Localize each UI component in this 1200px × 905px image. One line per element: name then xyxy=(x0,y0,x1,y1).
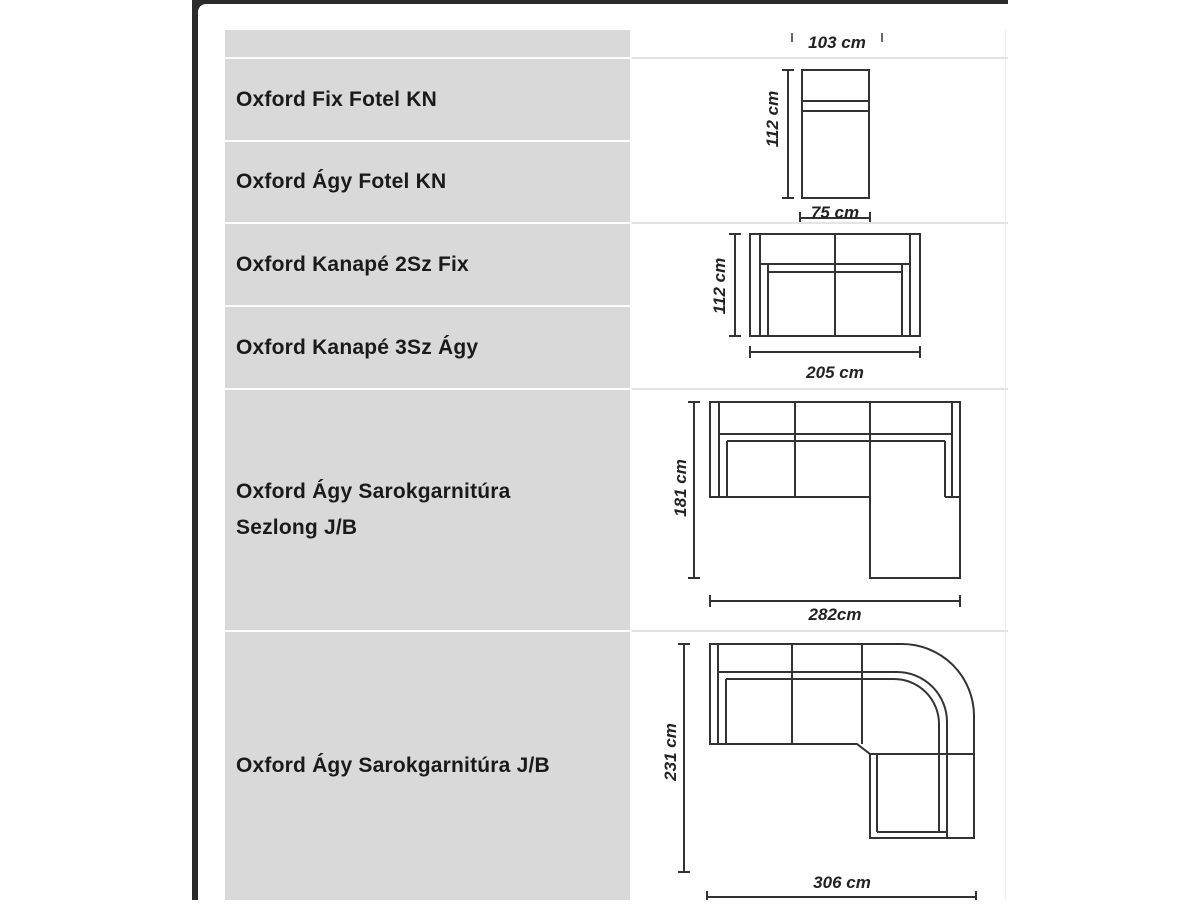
product-name-line: Oxford Ágy Fotel KN xyxy=(236,170,447,193)
chaise-outline xyxy=(710,402,960,578)
product-name-6 xyxy=(236,748,550,784)
corner-back-line-2 xyxy=(726,679,939,832)
name-cell-gap xyxy=(225,222,630,224)
sofa-width-label: 205 cm xyxy=(806,363,864,382)
product-name-line: Oxford Kanapé 3Sz Ágy xyxy=(236,335,479,359)
drawing-cell-chaise xyxy=(632,390,1008,630)
product-row-6 xyxy=(225,632,630,900)
name-cell-gap xyxy=(225,140,630,142)
name-cell-top-partial xyxy=(225,30,630,57)
corner-height-label: 231 cm xyxy=(661,723,680,781)
name-cell-gap xyxy=(225,630,630,632)
armchair-width-label: 75 cm xyxy=(810,206,860,222)
name-cell-gap xyxy=(225,388,630,390)
corner-outline xyxy=(710,644,974,838)
chaise-drawing xyxy=(632,390,1008,630)
product-row-5 xyxy=(225,390,630,630)
background-left xyxy=(0,0,192,900)
product-name-2 xyxy=(236,164,446,200)
name-cell-gap xyxy=(225,57,630,59)
product-dimension-table xyxy=(225,30,1008,900)
product-name-line: Oxford Ágy Sarokgarnitúra xyxy=(236,480,511,503)
armchair-outline xyxy=(802,70,869,198)
top-dimension-drawing xyxy=(632,30,1008,57)
chaise-width-label: 282cm xyxy=(808,605,862,624)
product-name-line: Oxford Kanapé 2Sz Fix xyxy=(236,252,469,276)
sofa-drawing xyxy=(632,224,1008,388)
top-width-label: 103 cm xyxy=(808,33,866,52)
product-row-4 xyxy=(225,307,630,388)
product-name-3 xyxy=(236,247,469,283)
drawing-cell-armchair xyxy=(632,59,1008,222)
drawing-cell-corner xyxy=(632,632,1008,900)
product-name-1 xyxy=(236,82,437,118)
product-row-1 xyxy=(225,59,630,140)
product-name-4 xyxy=(236,330,478,366)
name-cell-gap xyxy=(225,305,630,307)
armchair-drawing xyxy=(632,59,1008,222)
product-row-3 xyxy=(225,224,630,305)
product-name-line: Oxford Fix Fotel KN xyxy=(236,87,437,111)
right-edge-line xyxy=(1005,30,1006,900)
drawing-cell-sofa xyxy=(632,224,1008,388)
product-row-2 xyxy=(225,142,630,222)
product-name-line: Sezlong J/B xyxy=(236,516,358,539)
product-name-5 xyxy=(236,474,511,546)
drawing-cell-top-partial xyxy=(632,30,1008,57)
armchair-height-label: 112 cm xyxy=(763,90,782,148)
chaise-height-label: 181 cm xyxy=(671,459,690,517)
sofa-height-label: 112 cm xyxy=(710,257,729,315)
corner-drawing xyxy=(632,632,1008,900)
corner-width-label: 306 cm xyxy=(813,873,871,892)
product-name-line: Oxford Ágy Sarokgarnitúra J/B xyxy=(236,754,550,777)
